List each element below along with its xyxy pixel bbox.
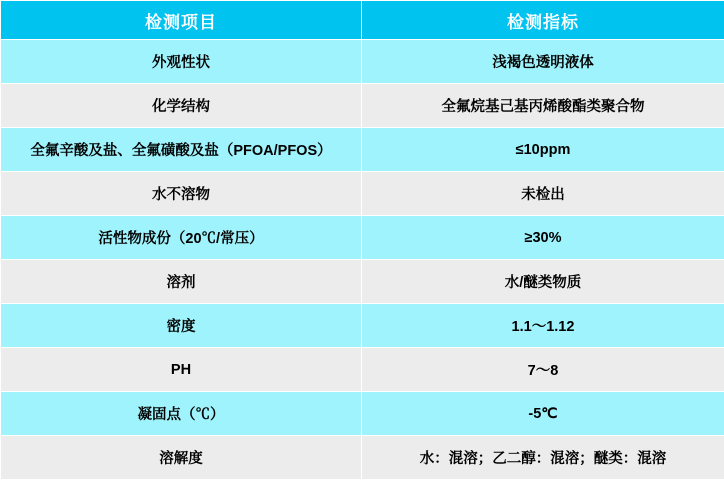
cell-value: 1.1～1.12 bbox=[362, 304, 724, 348]
cell-item: 溶解度 bbox=[1, 436, 362, 480]
table-row bbox=[1, 172, 724, 216]
table-row bbox=[1, 216, 724, 260]
table-row bbox=[1, 40, 724, 84]
table-row bbox=[1, 348, 724, 392]
cell-value: 水/醚类物质 bbox=[362, 260, 724, 304]
table-row bbox=[1, 260, 724, 304]
cell-item: 水不溶物 bbox=[1, 172, 362, 216]
table-header-row bbox=[1, 1, 724, 40]
cell-value: 全氟烷基己基丙烯酸酯类聚合物 bbox=[362, 84, 724, 128]
table-row bbox=[1, 436, 724, 480]
table-header bbox=[1, 1, 724, 40]
cell-item: 活性物成份（20℃/常压） bbox=[1, 216, 362, 260]
column-header-value: 检测指标 bbox=[362, 1, 724, 40]
cell-value: -5℃ bbox=[362, 392, 724, 436]
cell-item: PH bbox=[1, 348, 362, 392]
table-row bbox=[1, 84, 724, 128]
cell-item: 化学结构 bbox=[1, 84, 362, 128]
cell-value: 未检出 bbox=[362, 172, 724, 216]
table-row bbox=[1, 392, 724, 436]
table-row bbox=[1, 128, 724, 172]
column-header-item: 检测项目 bbox=[1, 1, 362, 40]
cell-value: 浅褐色透明液体 bbox=[362, 40, 724, 84]
cell-item: 外观性状 bbox=[1, 40, 362, 84]
cell-item: 凝固点（℃） bbox=[1, 392, 362, 436]
cell-value: ≤10ppm bbox=[362, 128, 724, 172]
cell-item: 密度 bbox=[1, 304, 362, 348]
cell-value: 水：混溶；乙二醇：混溶；醚类：混溶 bbox=[362, 436, 724, 480]
cell-value: 7～8 bbox=[362, 348, 724, 392]
cell-item: 全氟辛酸及盐、全氟磺酸及盐（PFOA/PFOS） bbox=[1, 128, 362, 172]
cell-value: ≥30% bbox=[362, 216, 724, 260]
cell-item: 溶剂 bbox=[1, 260, 362, 304]
table-body bbox=[1, 40, 724, 480]
table-row bbox=[1, 304, 724, 348]
